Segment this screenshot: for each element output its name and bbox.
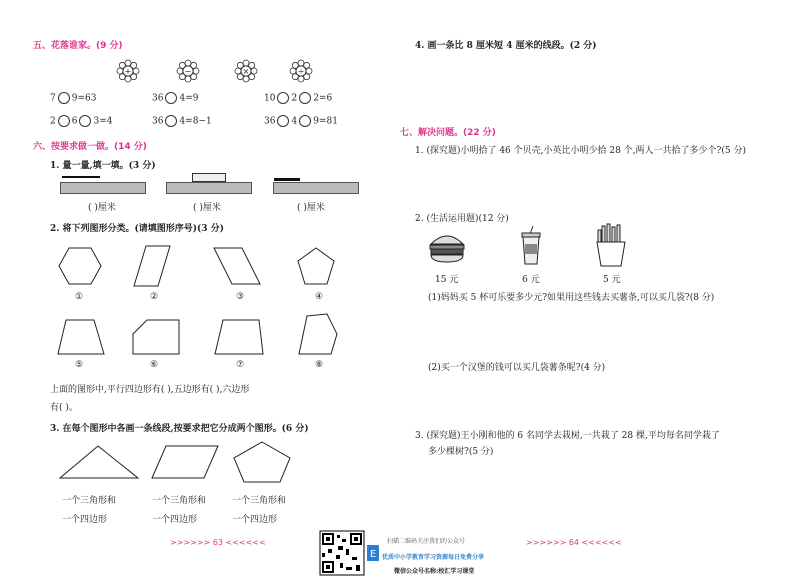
flower-icon <box>290 60 312 82</box>
measured-line <box>62 176 100 178</box>
section6-title: 六、按要求做一做。(14 分) <box>33 142 147 152</box>
q3-label: 一个三角形和 <box>62 496 117 506</box>
qr-code-icon[interactable] <box>320 531 364 575</box>
q3-label: 一个四边形 <box>152 515 198 525</box>
flower-icon <box>117 60 139 82</box>
hexagon-shape <box>58 246 102 286</box>
price-fries: 5 元 <box>603 275 621 285</box>
equation: 2 6 3=4 <box>50 116 113 127</box>
triangle-shape <box>58 444 140 480</box>
pentagon-shape <box>297 312 339 356</box>
page-number-right: >>>>>> 64 <<<<<< <box>526 538 622 547</box>
parallelogram-shape <box>132 244 172 288</box>
pentagon-shape <box>232 440 292 484</box>
svg-text:E: E <box>369 549 377 560</box>
price-hamburger: 15 元 <box>435 275 459 285</box>
shape-number: ⑤ <box>75 360 84 370</box>
flower-sign: × <box>242 67 250 76</box>
page-number-left: >>>>>> 63 <<<<<< <box>170 538 266 547</box>
blank-circle[interactable] <box>79 115 91 127</box>
blank-circle[interactable] <box>277 92 289 104</box>
shape-number: ① <box>75 292 84 302</box>
ruler-2 <box>166 182 252 194</box>
flower-sign: ÷ <box>297 67 305 76</box>
equation: 7 9=63 <box>50 93 97 104</box>
problem-1: 1. (探究题)小明拾了 46 个贝壳,小英比小明少拾 28 个,两人一共拾了多少个?(5 分) <box>415 146 746 156</box>
problem-2-1: (1)妈妈买 5 杯可乐要多少元?如果用这些钱去买薯条,可以买几袋?(8 分) <box>428 293 715 303</box>
question-4: 4. 画一条比 8 厘米短 4 厘米的线段。(2 分) <box>415 41 597 51</box>
blank-circle[interactable] <box>299 92 311 104</box>
q3-label: 一个三角形和 <box>152 496 207 506</box>
blank-circle[interactable] <box>58 115 70 127</box>
blank-circle[interactable] <box>165 115 177 127</box>
ruler-answer[interactable]: ( )厘米 <box>88 203 116 213</box>
ruler-3 <box>273 182 359 194</box>
shape-number: ④ <box>315 292 324 302</box>
brand-logo-icon <box>367 545 379 561</box>
price-cola: 6 元 <box>522 275 540 285</box>
classify-answer-line2: 有( )。 <box>50 403 78 413</box>
problem-3-line2: 多少棵树?(5 分) <box>428 447 494 457</box>
flower-icon <box>235 60 257 82</box>
section7-title: 七、解决问题。(22 分) <box>400 128 496 138</box>
wechat-name: 微信公众号名称:校汇学习课堂 <box>394 568 475 575</box>
trapezoid-shape <box>56 318 106 356</box>
trapezoid-shape <box>213 318 265 356</box>
shape-number: ⑥ <box>150 360 159 370</box>
shape-number: ③ <box>236 292 245 302</box>
shape-number: ② <box>150 292 159 302</box>
classify-answer-line1: 上面的图形中,平行四边形有( ),五边形有( ),六边形 <box>50 385 250 395</box>
parallelogram-shape <box>150 444 220 480</box>
flower-sign: − <box>184 67 192 76</box>
hamburger-icon <box>428 228 466 264</box>
shape-number: ⑧ <box>315 360 324 370</box>
ruler-answer[interactable]: ( )厘米 <box>193 203 221 213</box>
blank-circle[interactable] <box>299 115 311 127</box>
equation: 36 4=8−1 <box>152 116 212 127</box>
q3-label: 一个三角形和 <box>232 496 287 506</box>
rhombus-shape <box>212 246 262 286</box>
ruler-1 <box>60 182 146 194</box>
problem-2-2: (2)买一个汉堡的钱可以买几袋薯条呢?(4 分) <box>428 363 606 373</box>
pentagon-shape <box>296 246 336 286</box>
ruler-answer[interactable]: ( )厘米 <box>297 203 325 213</box>
blank-circle[interactable] <box>58 92 70 104</box>
flower-sign: + <box>124 67 132 76</box>
question-2: 2. 将下列图形分类。(请填图形序号)(3 分) <box>50 224 224 234</box>
flower-icon <box>177 60 199 82</box>
pentagon-shape <box>131 318 181 356</box>
blank-circle[interactable] <box>277 115 289 127</box>
equation: 36 4=9 <box>152 93 199 104</box>
question-1: 1. 量一量,填一填。(3 分) <box>50 161 156 171</box>
problem-2: 2. (生活运用题)(12 分) <box>415 214 509 224</box>
equation: 10 2 2=6 <box>264 93 333 104</box>
q3-label: 一个四边形 <box>232 515 278 525</box>
eraser-object <box>192 173 226 182</box>
promo-text: 优质中小学教育学习资源每日免费分享 <box>382 554 485 561</box>
equation: 36 4 9=81 <box>264 116 338 127</box>
section5-title: 五、花落谁家。(9 分) <box>33 41 123 51</box>
blank-circle[interactable] <box>165 92 177 104</box>
q3-label: 一个四边形 <box>62 515 108 525</box>
shape-number: ⑦ <box>236 360 245 370</box>
cola-cup-icon <box>519 226 543 266</box>
question-3: 3. 在每个图形中各画一条线段,按要求把它分成两个图形。(6 分) <box>50 424 309 434</box>
problem-3-line1: 3. (探究题)王小刚和他的 6 名同学去栽树,一共栽了 28 棵,平均每名同学栽了 <box>415 431 720 441</box>
scan-text: 扫描二维码关注我们的公众号 <box>387 538 466 545</box>
fries-icon <box>594 224 628 268</box>
measured-line <box>274 178 300 181</box>
